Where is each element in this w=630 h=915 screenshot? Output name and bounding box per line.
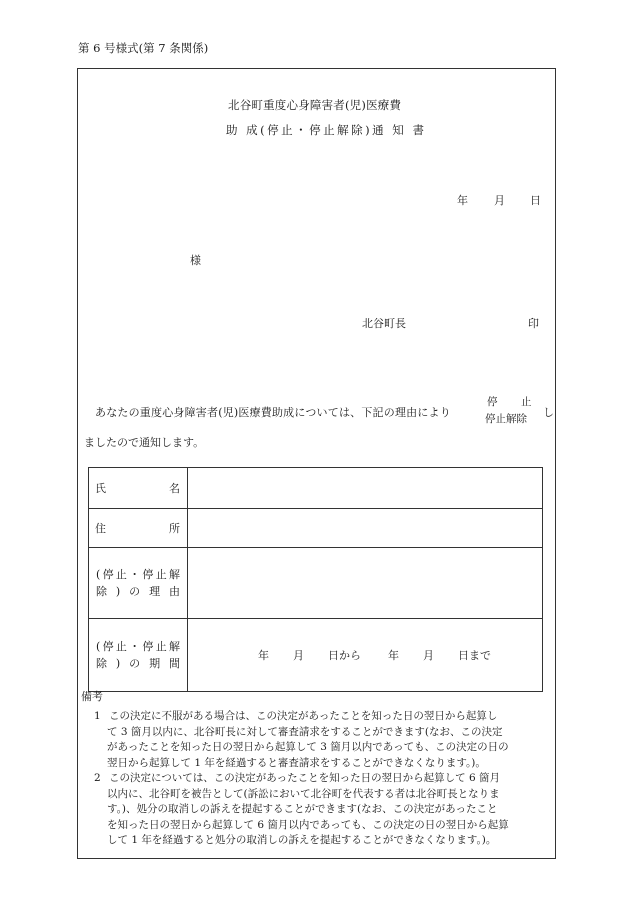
note-2-line: 以内に、北谷町を被告として(訴訟において北谷町を代表する者は北谷町長となりま: [107, 787, 500, 800]
period-label-char: 間: [168, 657, 180, 670]
period-from-year: 年: [258, 649, 269, 662]
reason-label-char: (: [96, 567, 101, 581]
note-1-line: て 3 箇月以内に、北谷町長に対して審査請求をすることができます(なお、この決定: [107, 725, 503, 738]
period-label-char: ): [115, 657, 121, 670]
period-label-line2: [96, 655, 180, 672]
period-label-char: 止: [115, 639, 127, 653]
period-label-line1: [96, 638, 180, 655]
note-2-line: を知った日の翌日から起算して 6 箇月以内であっても、この決定の日の翌日から起算: [107, 818, 509, 831]
addressee-honorific: 様: [190, 254, 201, 267]
body-text-line1: あなたの重度心身障害者(児)医療費助成については、下記の理由により: [95, 406, 451, 419]
address-label-char1: 住: [95, 522, 106, 535]
reason-label-char: ・: [129, 567, 141, 581]
reason-label-char: 停: [142, 567, 154, 581]
period-label-char: 解: [168, 639, 180, 653]
option-stop-char2: 止: [521, 396, 532, 408]
address-label-cell: [89, 509, 188, 548]
issuer-name: 北谷町長: [362, 317, 406, 330]
reason-label-char: 除: [96, 585, 107, 598]
reason-label-char: 止: [115, 567, 127, 581]
period-label-char: (: [96, 639, 101, 653]
reason-label-char: 由: [168, 585, 180, 598]
note-1-line: 翌日から起算して 1 年を経過すると審査請求をすることができなくなります。)。: [107, 756, 486, 769]
period-value-cell[interactable]: [188, 619, 543, 692]
date-day-label: 日: [530, 194, 541, 207]
name-label-char2: 名: [169, 482, 180, 495]
notice-title-line2: 助 成(停止・停止解除)通 知 書: [226, 123, 427, 137]
reason-label-char: 理: [149, 585, 161, 598]
reason-label-char: の: [129, 585, 141, 598]
notes-heading: 備考: [81, 690, 103, 703]
date-month-label: 月: [494, 194, 505, 207]
form-number-label: 第 6 号様式(第 7 条関係): [78, 41, 209, 55]
reason-label-cell: [89, 548, 188, 619]
period-label-char: 停: [102, 639, 114, 653]
address-value-cell[interactable]: [188, 509, 543, 548]
reason-value-cell[interactable]: [188, 548, 543, 619]
table-row-name: [89, 468, 543, 509]
note-1-line: があったことを知った日の翌日から起算して 3 箇月以内であっても、この決定の日の: [107, 741, 509, 753]
reason-label-line2: [96, 583, 180, 600]
period-label-char: 除: [96, 657, 107, 670]
address-label-char2: 所: [169, 522, 180, 535]
notice-title-line1: 北谷町重度心身障害者(児)医療費: [228, 98, 402, 112]
reason-label-char: 止: [155, 567, 167, 581]
note-2-line: この決定については、この決定があったことを知った日の翌日から起算して 6 箇月: [109, 772, 501, 784]
table-row-address: [89, 509, 543, 548]
period-from-day: 日から: [328, 649, 361, 662]
note-1-line: この決定に不服がある場合は、この決定があったことを知った日の翌日から起算し: [109, 710, 498, 722]
name-label-char1: 氏: [95, 482, 106, 495]
period-from-month: 月: [293, 649, 304, 662]
period-label-char: 期: [149, 657, 161, 670]
period-to-month: 月: [423, 649, 434, 662]
reason-label-char: ): [115, 585, 121, 598]
reason-label-char: 解: [168, 567, 180, 581]
period-label-char: 止: [155, 639, 167, 653]
option-stop-char1: 停: [487, 396, 498, 408]
note-2-line: して 1 年を経過すると処分の取消しの訴えを提起することができなくなります。)。: [107, 834, 497, 846]
note-1-number: 1: [94, 710, 101, 722]
reason-label-char: 停: [102, 567, 114, 581]
table-row-reason: [89, 548, 543, 619]
period-label-char: の: [129, 657, 141, 670]
recipient-info-table: [88, 467, 543, 692]
note-2-line: す。)、処分の取消しの訴えを提起することができます(なお、この決定があったこと: [107, 803, 498, 815]
seal-mark: 印: [528, 317, 539, 330]
reason-label-line1: [96, 566, 180, 583]
body-text-line1-end: し: [543, 406, 554, 419]
body-text-line2: ましたので通知します。: [84, 436, 205, 449]
period-label-char: ・: [129, 639, 141, 653]
period-label-char: 停: [142, 639, 154, 653]
period-label-cell: [89, 619, 188, 692]
name-value-cell[interactable]: [188, 468, 543, 509]
option-stop-release: 停止解除: [485, 413, 527, 425]
period-to-year: 年: [388, 649, 399, 662]
note-2-number: 2: [94, 772, 101, 784]
table-row-period: [89, 619, 543, 692]
date-year-label: 年: [457, 194, 468, 207]
period-to-day: 日まで: [458, 649, 491, 662]
name-label-cell: [89, 468, 188, 509]
